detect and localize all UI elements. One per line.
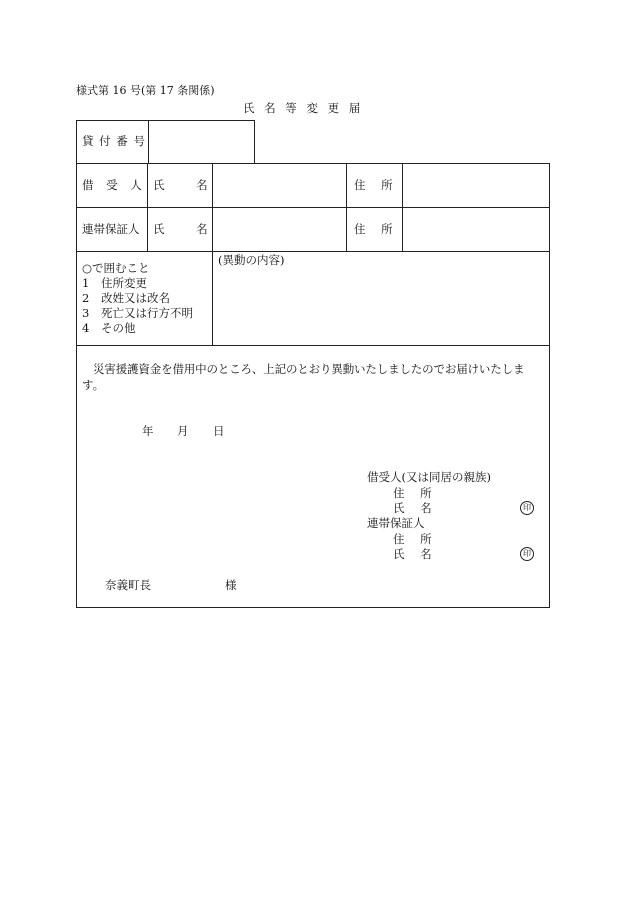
- statement-line-2: す。: [82, 378, 105, 392]
- borrower-name-label: 氏 名: [153, 178, 208, 192]
- rule: [346, 163, 347, 251]
- borrower-signer-address-label: 住 所: [393, 486, 432, 500]
- guarantor-signer-address-label: 住 所: [393, 532, 432, 546]
- form-title: 氏 名 等 変 更 届: [243, 101, 361, 115]
- change-instruction: ○で囲むこと: [82, 261, 150, 275]
- borrower-address-label: 住 所: [354, 178, 393, 192]
- recipient-honorific: 様: [225, 578, 237, 592]
- date-day-label: 日: [213, 424, 225, 438]
- date-month-label: 月: [177, 424, 189, 438]
- guarantor-seal-mark: 印: [520, 547, 534, 561]
- guarantor-name-label: 氏 名: [153, 222, 208, 236]
- guarantor-address-label: 住 所: [354, 222, 393, 236]
- change-option-other[interactable]: 4 その他: [82, 321, 136, 335]
- change-option-address[interactable]: 1 住所変更: [82, 276, 147, 290]
- rule: [254, 120, 255, 163]
- recipient-title: 奈義町長: [105, 578, 151, 592]
- guarantor-signer-name-label: 氏 名: [393, 547, 432, 561]
- loan-number-field[interactable]: [150, 122, 252, 161]
- borrower-signer-heading: 借受人(又は同居の親族): [367, 470, 491, 484]
- borrower-role-label: 借 受 人: [82, 178, 142, 192]
- guarantor-address-field[interactable]: [404, 209, 547, 249]
- loan-number-label: 貸 付 番 号: [82, 134, 145, 148]
- rule: [148, 120, 149, 163]
- rule: [212, 163, 213, 345]
- frame-left: [76, 120, 77, 608]
- guarantor-signer-heading: 連帯保証人: [367, 516, 425, 530]
- statement-line-1: 災害援護資金を借用中のところ、上記のとおり異動いたしましたのでお届けいたしま: [93, 362, 525, 376]
- change-details-field[interactable]: [214, 270, 547, 343]
- frame-bottom: [76, 607, 550, 608]
- borrower-address-field[interactable]: [404, 165, 547, 205]
- rule: [76, 120, 255, 121]
- guarantor-role-label: 連帯保証人: [82, 222, 140, 236]
- guarantor-name-field[interactable]: [214, 209, 344, 249]
- borrower-name-field[interactable]: [214, 165, 344, 205]
- borrower-seal-mark: 印: [520, 501, 534, 515]
- rule: [402, 163, 403, 251]
- change-details-label: (異動の内容): [218, 253, 285, 267]
- form-reference: 様式第 16 号(第 17 条関係): [76, 84, 215, 97]
- change-option-death[interactable]: 3 死亡又は行方不明: [82, 306, 193, 320]
- date-year-label: 年: [142, 424, 154, 438]
- rule: [147, 163, 148, 251]
- change-option-name[interactable]: 2 改姓又は改名: [82, 291, 170, 305]
- rule: [76, 345, 550, 346]
- frame-right: [549, 163, 550, 608]
- borrower-signer-name-label: 氏 名: [393, 501, 432, 515]
- rule: [76, 251, 550, 252]
